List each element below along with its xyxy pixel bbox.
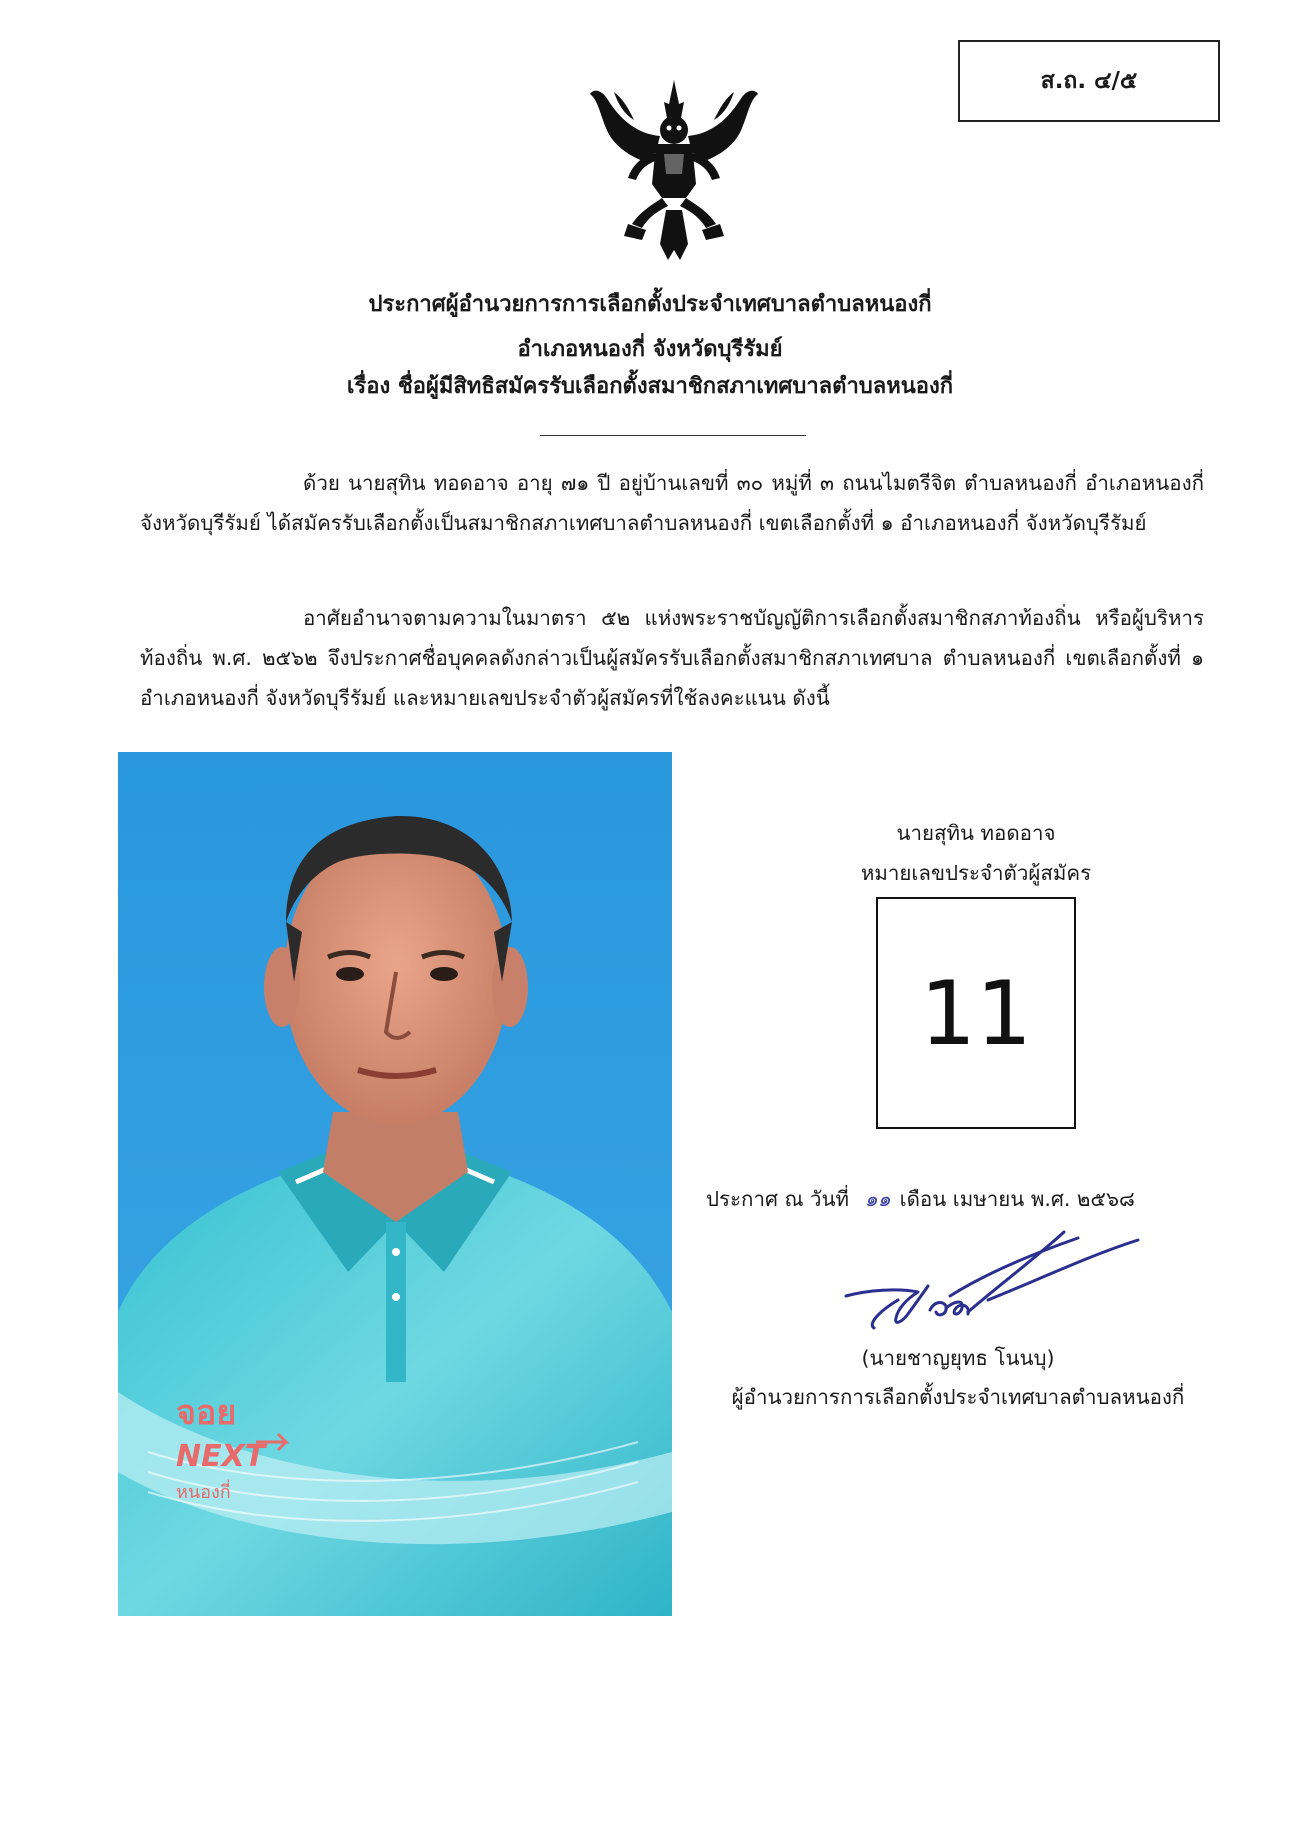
signatory-title: ผู้อำนวยการการเลือกตั้งประจำเทศบาลตำบลหนองกี่ [731,1385,1185,1409]
signature-image [838,1226,1148,1344]
shirt-text-3: หนองกี่ [176,1482,231,1503]
announcement-suffix: เดือน เมษายน พ.ศ. ๒๕๖๘ [899,1187,1135,1211]
heading-divider [540,435,806,436]
form-code-box [958,40,1220,122]
signatory-name: (นายชาญยุทธ โนนบุ) [861,1346,1055,1370]
candidate-name: นายสุทิน ทอดอาจ [896,821,1056,845]
form-code-text: ส.ถ. ๔/๕ [1040,68,1138,94]
garuda-emblem-icon [584,74,764,262]
shirt-text-1: จอย [176,1393,237,1433]
body-paragraph-1: ด้วย นายสุทิน ทอดอาจ อายุ ๗๑ ปี อยู่บ้านเลขที่ ๓๐ หมู่ที่ ๓ ถนนไมตรีจิต ตำบลหนองกี่ อำเภอหนองกี่ จังหวัดบุรีรัมย์ ได้สมัครรับเลือกตั้งเป็นสมาชิกสภาเทศบาลตำบลหนองกี่ เขตเลือกตั้งที่ ๑ อำเภอหนองกี่ จังหวัดบุรีรัมย์ [140,471,1204,535]
heading-line-2: อำเภอหนองกี่ จังหวัดบุรีรัมย์ [517,337,783,362]
candidate-photo [118,752,672,1616]
body-paragraph-2: อาศัยอำนาจตามความในมาตรา ๕๒ แห่งพระราชบัญญัติการเลือกตั้งสมาชิกสภาท้องถิ่น หรือผู้บริหารท้องถิ่น พ.ศ. ๒๕๖๒ จึงประกาศชื่อบุคคลดังกล่าวเป็นผู้สมัครรับเลือกตั้งสมาชิกสภาเทศบาล ตำบลหนองกี่ เขตเลือกตั้งที่ ๑ อำเภอหนองกี่ จังหวัดบุรีรัมย์ และหมายเลขประจำตัวผู้สมัครที่ใช้ลงคะแนน ดังนี้ [140,606,1204,710]
heading-line-1: ประกาศผู้อำนวยการการเลือกตั้งประจำเทศบาลตำบลหนองกี่ [368,292,932,317]
heading-line-3: เรื่อง ชื่อผู้มีสิทธิสมัครรับเลือกตั้งสมาชิกสภาเทศบาลตำบลหนองกี่ [346,374,954,399]
announcement-date [706,1183,1226,1216]
body-paragraph-2-block [140,598,1204,718]
announcement-prefix: ประกาศ ณ วันที่ [706,1187,850,1211]
candidate-number-label: หมายเลขประจำตัวผู้สมัคร [860,861,1092,885]
body-paragraph-1-block [140,463,1204,543]
announcement-day: ๑๑ [864,1187,891,1211]
candidate-number-box [876,897,1076,1129]
candidate-number: 11 [920,961,1032,1065]
shirt-text-2: NEXT [176,1439,266,1474]
